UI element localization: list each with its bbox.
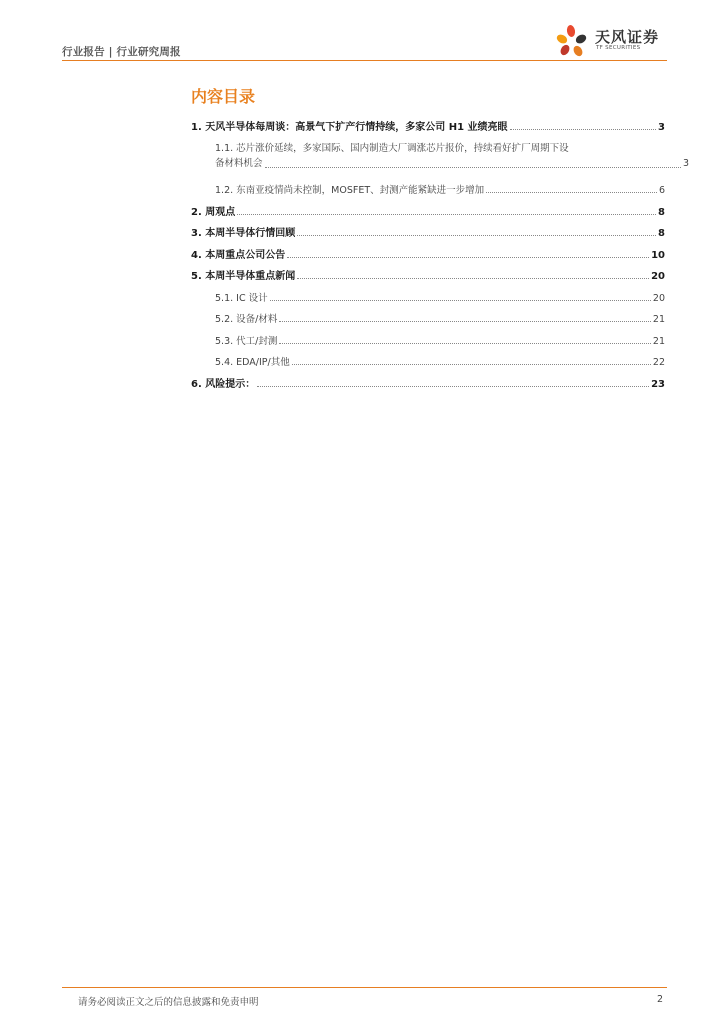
disclaimer-text: 请务必阅读正文之后的信息披露和免责申明 (78, 997, 259, 1008)
toc-entry[interactable]: 5.1. IC 设计 20 (215, 292, 665, 304)
flower-logo-icon (555, 24, 591, 60)
toc-entry[interactable]: 5.3. 代工/封测 21 (215, 335, 665, 347)
page-number: 2 (656, 994, 663, 1005)
toc-entry[interactable]: 6. 风险提示： 23 (191, 378, 665, 390)
toc-entry[interactable]: 5.2. 设备/材料 21 (215, 314, 665, 325)
report-type-label: 行业报告 | 行业研究周报 (62, 46, 181, 58)
page-header (62, 28, 667, 64)
toc-title: 内容目录 (191, 87, 256, 106)
toc-entry[interactable]: 1.2. 东南亚疫情尚未控制，MOSFET、封测产能紧缺进一步增加 6 (215, 185, 665, 196)
toc-entry[interactable]: 5. 本周半导体重点新闻 20 (191, 271, 665, 282)
company-logo (555, 24, 667, 60)
toc-entry[interactable]: 5.4. EDA/IP/其他 22 (215, 357, 665, 368)
toc-entry[interactable]: 1.1. 芯片涨价延续，多家国际、国内制造大厂调涨芯片报价，持续看好扩厂周期下设 备材料机会 3 (215, 142, 689, 169)
toc-entry[interactable]: 3. 本周半导体行情回顾 8 (191, 228, 665, 239)
toc-entry[interactable]: 1. 天风半导体每周谈：高景气下扩产行情持续，多家公司 H1 业绩亮眼 3 (191, 121, 665, 133)
logo-name-cn: 天风证券 (595, 28, 660, 46)
toc-entry[interactable]: 4. 本周重点公司公告 10 (191, 249, 665, 261)
toc-entry[interactable]: 2. 周观点 8 (191, 206, 665, 218)
header-divider (62, 60, 667, 61)
table-of-contents (191, 111, 689, 390)
logo-name-en: TF SECURITIES (596, 45, 641, 51)
footer-divider (62, 987, 667, 988)
